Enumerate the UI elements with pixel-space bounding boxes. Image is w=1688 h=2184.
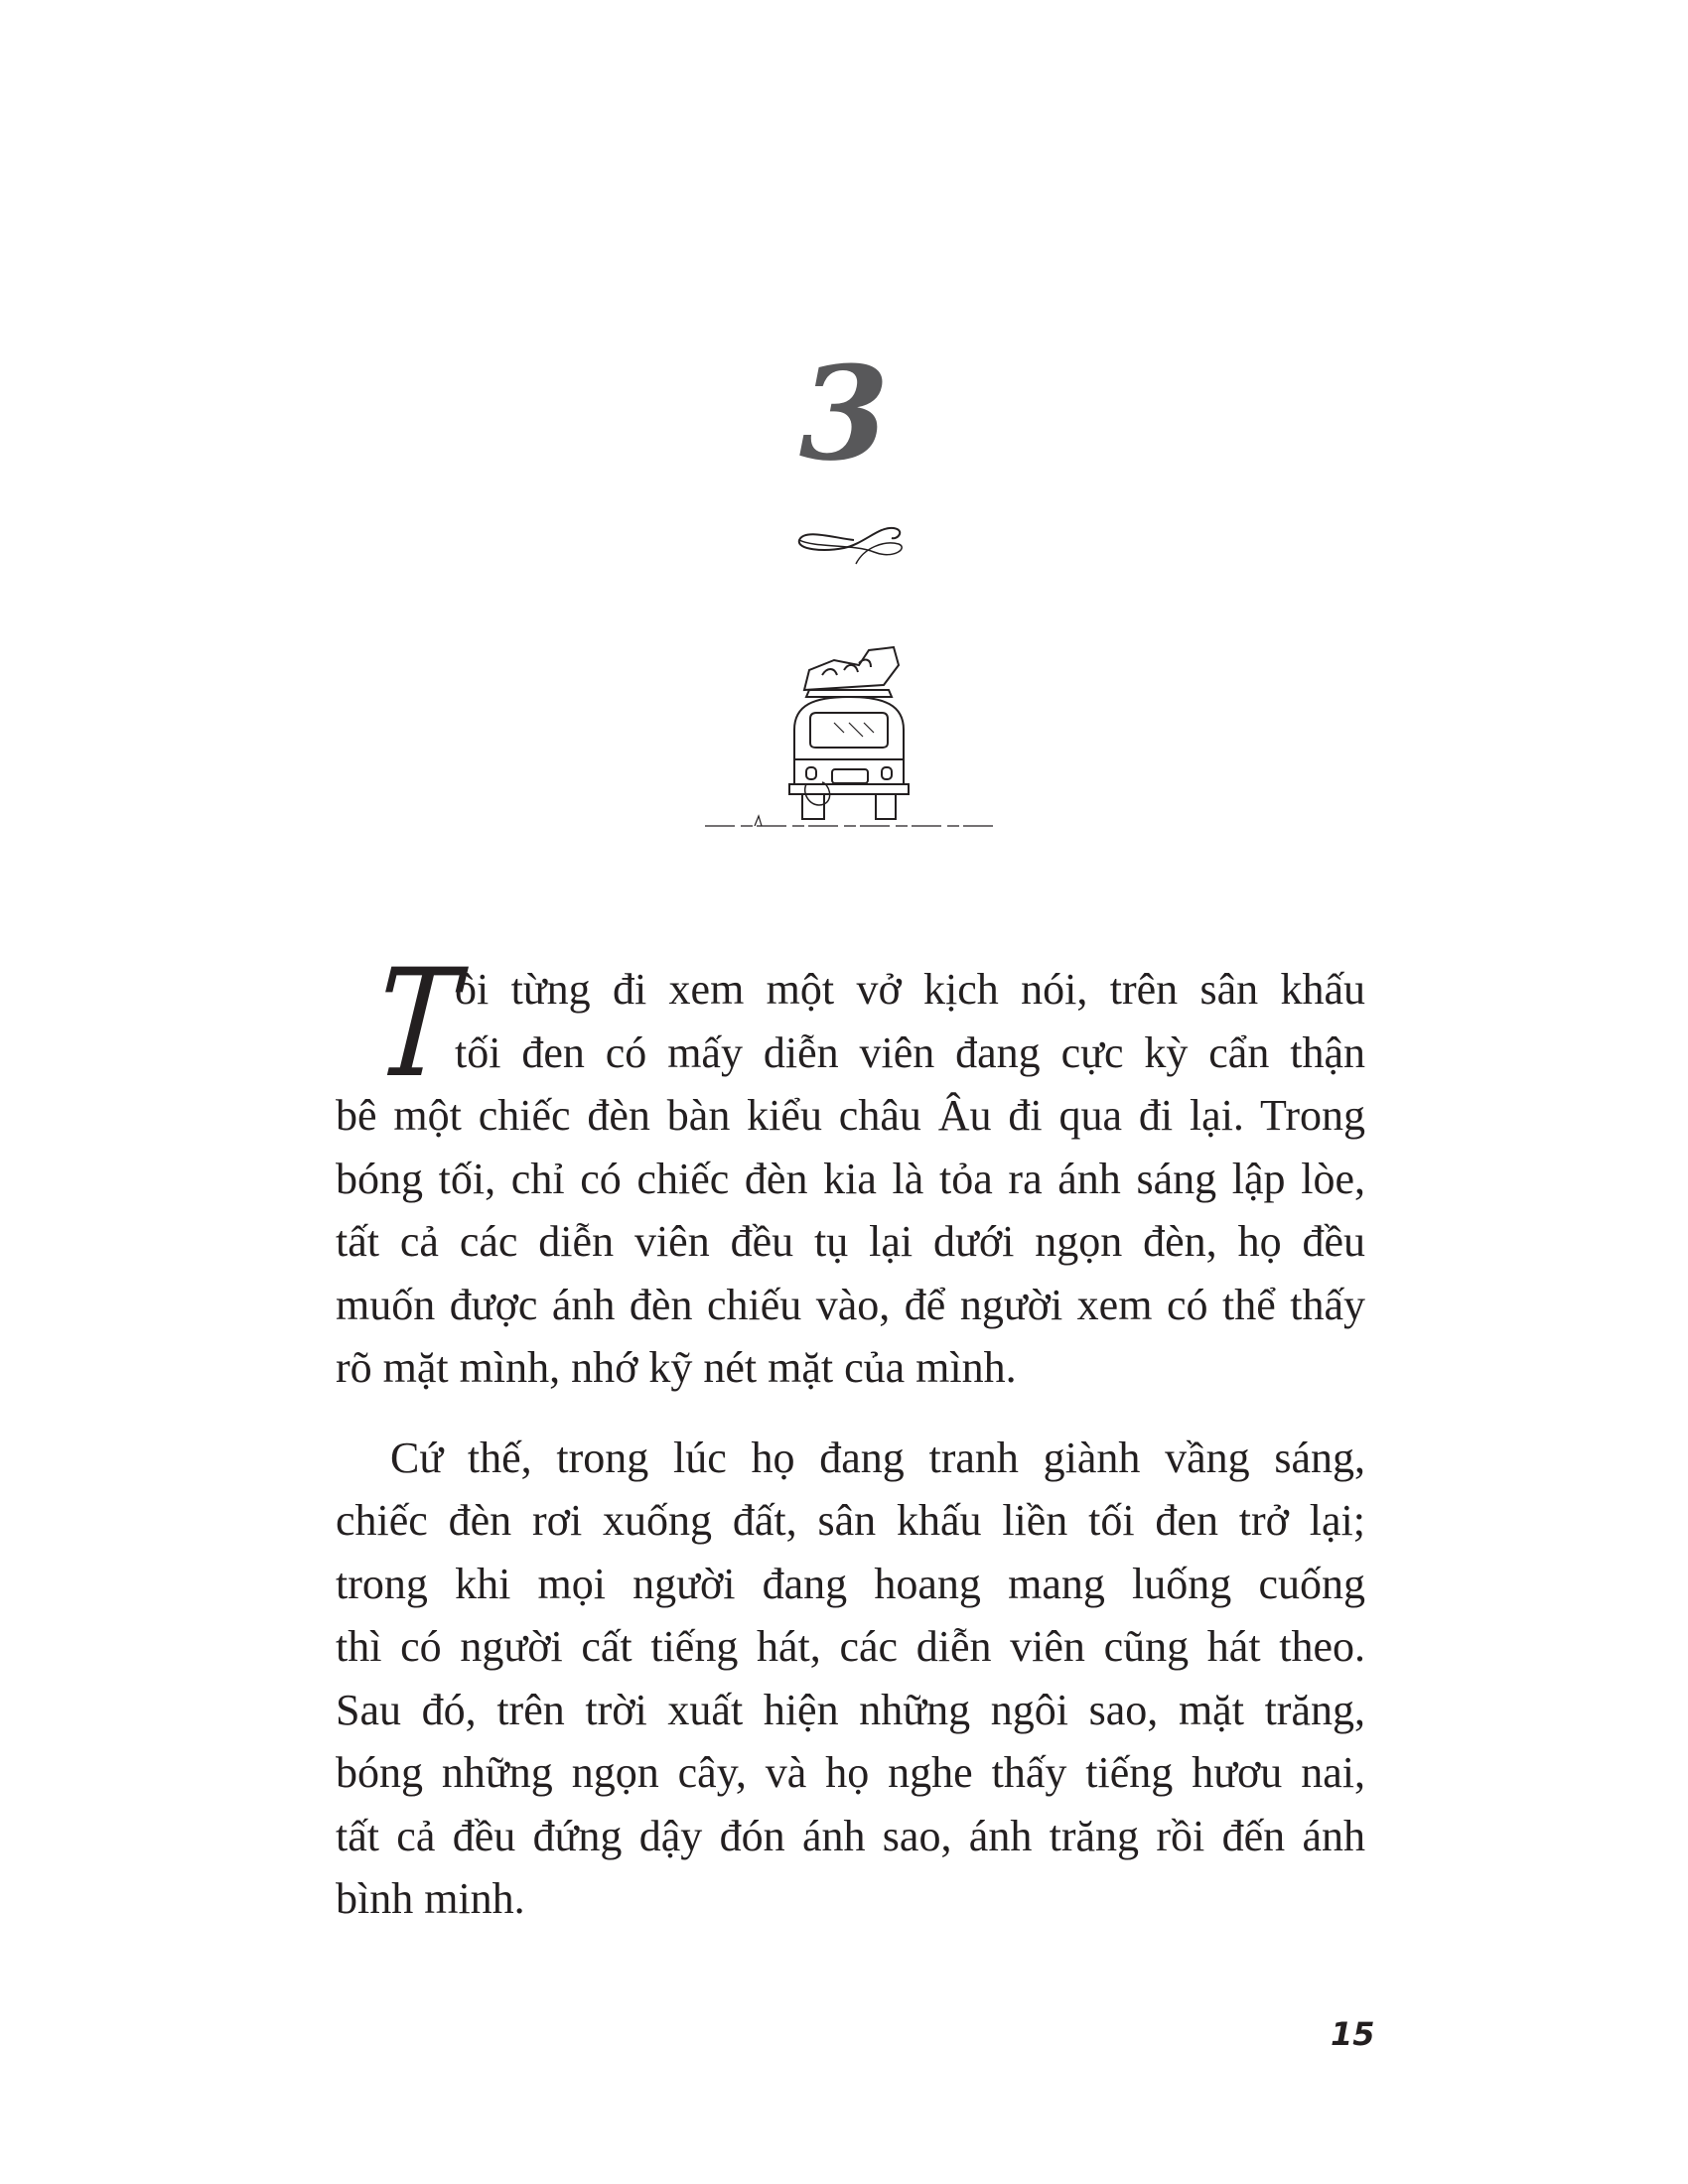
van-illustration — [695, 635, 1003, 839]
chapter-number: 3 — [798, 338, 890, 489]
text-line: rõ mặt mình, nhớ kỹ nét mặt của mình. — [336, 1343, 1017, 1392]
text-line: bình minh. — [336, 1874, 525, 1923]
body-text — [336, 938, 1365, 1931]
page-number: 15 — [1331, 2015, 1375, 2053]
text-line: ôi từng đi xem một vở kịch nói, trên sân khấu — [455, 965, 1365, 1014]
text-line: thì có người cất tiếng hát, các diễn viên cũng hát theo. — [336, 1622, 1365, 1671]
paragraph-1 — [336, 938, 1365, 1400]
text-line: tối đen có mấy diễn viên đang cực kỳ cẩn thận — [455, 1027, 1365, 1077]
text-line: trong khi mọi người đang hoang mang luống cuống — [336, 1559, 1365, 1608]
drop-cap: T — [369, 938, 465, 1111]
text-line: bóng những ngọn cây, và họ nghe thấy tiếng hươu nai, — [336, 1748, 1365, 1797]
text-line: tất cả đều đứng dậy đón ánh sao, ánh trăng rồi đến ánh — [336, 1811, 1365, 1860]
text-line: Sau đó, trên trời xuất hiện những ngôi sao, mặt trăng, — [336, 1685, 1365, 1734]
text-line: muốn được ánh đèn chiếu vào, để người xem có thể thấy — [336, 1280, 1365, 1329]
text-line: Cứ thế, trong lúc họ đang tranh giành vầng sáng, — [390, 1433, 1365, 1482]
paragraph-2 — [336, 1427, 1365, 1931]
text-line: chiếc đèn rơi xuống đất, sân khấu liền tối đen trở lại; — [336, 1496, 1365, 1545]
text-line: tất cả các diễn viên đều tụ lại dưới ngọn đèn, họ đều — [336, 1217, 1365, 1266]
flourish-ornament-icon — [794, 518, 909, 568]
text-line: bóng tối, chỉ có chiếc đèn kia là tỏa ra ánh sáng lập lòe, — [336, 1154, 1365, 1203]
text-line: bê một chiếc đèn bàn kiểu châu Âu đi qua đi lại. Trong — [336, 1091, 1365, 1140]
